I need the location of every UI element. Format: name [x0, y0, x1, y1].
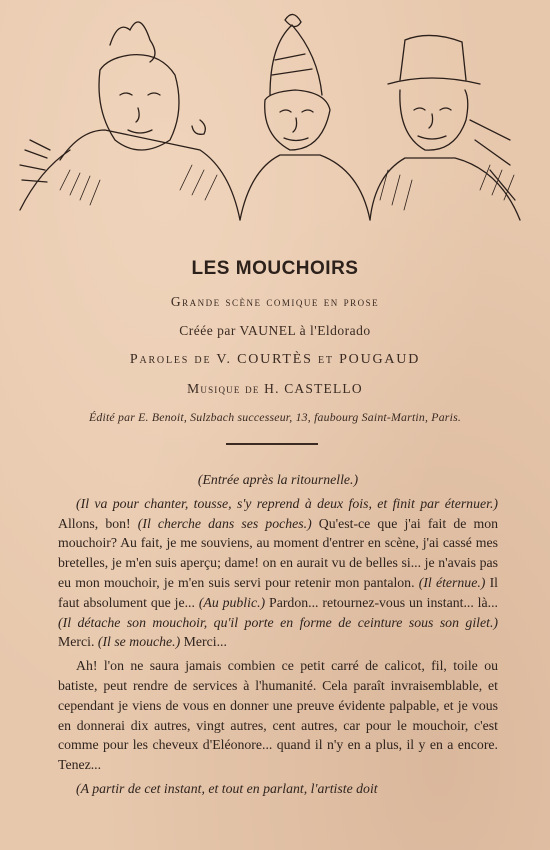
paragraph-3: (A partir de cet instant, et tout en parlant, l'artiste doit	[76, 780, 378, 796]
creation-credit: Créée par VAUNEL à l'Eldorado	[179, 323, 371, 338]
page-title: LES MOUCHOIRS	[191, 258, 359, 279]
woman-figure-icon	[20, 22, 240, 220]
divider-rule	[226, 443, 318, 445]
stage-direction-entry: (Entrée après la ritournelle.)	[197, 472, 359, 487]
engraving-illustration	[0, 0, 550, 235]
lyrics-credit: Paroles de V. COURTÈS et POUGAUD	[129, 352, 421, 367]
publisher-credit: Édité par E. Benoit, Sulzbach successeur, 13, faubourg Saint-Martin, Paris.	[88, 410, 462, 424]
subtitle: Grande scène comique en prose	[170, 294, 380, 309]
paragraph-1: (Il va pour chanter, tousse, s'y reprend à deux fois, et finit par éternuer.) Allons, bon! (Il cherche dans ses poches.) Qu'est-ce que j'ai fait de mon mouchoir? Au fait, je me souviens, au moment d'entrer en scène, j'ai cassé mes bretelles, je m'en suis aperçu; dame! on en aurait vu de belles si... je n'avais pas eu mon mouchoir, je m'en suis servi pour retenir mon pantalon. (Il éternue.) Il faut absolument que je... (Au public.) Pardon... retournez-vous un instant... là... (Il détache son mouchoir, qu'il porte en forme de ceinture sous son gilet.) Merci. (Il se mouche.) Merci...	[58, 495, 498, 650]
man-tophat-figure-icon	[370, 35, 520, 220]
music-credit: Musique de H. CASTELLO	[187, 381, 363, 396]
body-text	[58, 470, 498, 799]
paragraph-2: Ah! l'on ne saura jamais combien ce petit carré de calicot, fil, toile ou batiste, peut rendre de services à l'humanité. Cela paraît invraisemblable, et cependant je viens de vous en donner une preuve évidente palpable, et je vous en donnerai dix autres, vingt autres, cent autres, car pour le mouchoir, c'est comme pour les cheveux d'Eléonore... quand il n'y en a plus, il y en a encore. Tenez...	[58, 658, 498, 773]
man-cap-figure-icon	[240, 14, 370, 220]
